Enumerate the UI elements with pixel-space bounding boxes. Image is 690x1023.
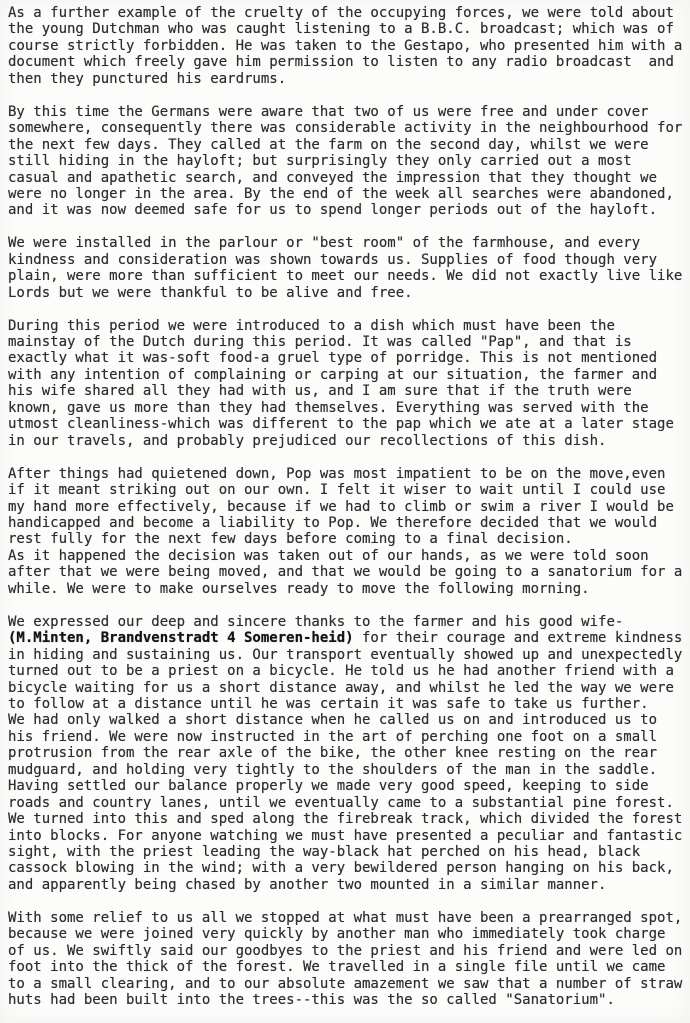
text-line [8, 976, 690, 992]
text-segment: known, gave us more than they had themselves. Everything was served with the [8, 399, 649, 416]
text-segment: his friend. We were now instructed in the art of perching one foot on a small [8, 728, 658, 745]
text-line [8, 630, 690, 646]
text-segment: roads and country lanes, until we eventually came to a substantial pine forest. [8, 794, 674, 811]
text-line [8, 235, 690, 251]
text-segment: of us. We swiftly said our goodbyes to the priest and his friend and were led on [8, 942, 683, 959]
text-segment: As a further example of the cruelty of the occupying forces, we were told about [8, 5, 674, 21]
text-segment: We expressed our deep and sincere thanks to the farmer and his good wife- [8, 613, 624, 630]
text-segment: somewhere, consequently there was considerable activity in the neighbourhood for [8, 120, 683, 137]
text-segment: document which freely gave him permission to listen to any radio broadcast and [8, 54, 674, 71]
text-line [8, 647, 690, 663]
text-line [8, 877, 690, 893]
text-segment: protrusion from the rear axle of the bike, the other knee resting on the rear [8, 745, 658, 762]
paragraph [8, 104, 690, 219]
text-segment: were no longer in the area. By the end of the week all searches were abandoned, [8, 185, 674, 202]
text-segment: course strictly forbidden. He was taken to the Gestapo, who presented him with a [8, 37, 683, 54]
text-segment: As it happened the decision was taken out of our hands, as we were told soon [8, 547, 649, 564]
text-segment: my hand more effectively, because if we had to climb or swim a river I would be [8, 498, 674, 515]
text-line [8, 745, 690, 761]
text-line [8, 680, 690, 696]
text-line [8, 400, 690, 416]
text-segment: huts had been built into the trees--this was the so called "Sanatorium". [8, 992, 615, 1009]
text-line [8, 120, 690, 136]
text-segment: then they punctured his eardrums. [8, 70, 287, 87]
text-segment: the young Dutchman who was caught listening to a B.B.C. broadcast; which was of [8, 21, 674, 38]
text-segment: utmost cleanliness-which was different to the pap which we ate at a later stage [8, 416, 674, 433]
text-line [8, 515, 690, 531]
text-line [8, 860, 690, 876]
text-line [8, 614, 690, 630]
text-line [8, 499, 690, 515]
text-line [8, 5, 690, 21]
text-line [8, 531, 690, 547]
text-line [8, 564, 690, 580]
text-line [8, 54, 690, 70]
text-segment: in hiding and sustaining us. Our transport eventually showed up and unexpectedly [8, 646, 683, 663]
text-line [8, 367, 690, 383]
text-segment: and apparently being chased by another two mounted in a similar manner. [8, 876, 607, 893]
paragraph [8, 910, 690, 1009]
text-segment: still hiding in the hayloft; but surprisingly they only carried out a most [8, 153, 632, 170]
text-line [8, 959, 690, 975]
text-line [8, 795, 690, 811]
text-line [8, 21, 690, 37]
text-segment: mudguard, and holding very tightly to the shoulders of the man in the saddle. [8, 761, 658, 778]
text-line [8, 663, 690, 679]
text-line [8, 137, 690, 153]
text-line [8, 285, 690, 301]
text-segment: foot into the thick of the forest. We travelled in a single file until we came [8, 959, 666, 976]
text-line [8, 433, 690, 449]
text-segment: in our travels, and probably prejudiced our recollections of this dish. [8, 432, 607, 449]
text-segment: if it meant striking out on our own. I felt it wiser to wait until I could use [8, 482, 666, 499]
text-line [8, 466, 690, 482]
text-line [8, 383, 690, 399]
text-segment: for their courage and extreme kindness [353, 630, 683, 647]
text-segment: to a small clearing, and to our absolute amazement we saw that a number of straw [8, 975, 683, 992]
text-segment: We were installed in the parlour or "best room" of the farmhouse, and every [8, 235, 641, 252]
text-segment: handicapped and become a liability to Pop. We therefore decided that we would [8, 514, 658, 531]
paragraph [8, 318, 690, 450]
text-line [8, 712, 690, 728]
text-line [8, 729, 690, 745]
paragraph [8, 614, 690, 894]
text-segment: kindness and consideration was shown towards us. Supplies of food though very [8, 251, 658, 268]
text-segment: After things had quietened down, Pop was most impatient to be on the move,even [8, 465, 666, 482]
text-line [8, 581, 690, 597]
text-segment: into blocks. For anyone watching we must have presented a peculiar and fantastic [8, 827, 683, 844]
text-line [8, 926, 690, 942]
text-line [8, 318, 690, 334]
text-segment: and it was now deemed safe for us to spend longer periods out of the hayloft. [8, 202, 658, 219]
text-segment: casual and apathetic search, and conveyed the impression that they thought we [8, 169, 658, 186]
text-segment: turned out to be a priest on a bicycle. He told us he had another friend with a [8, 663, 674, 680]
text-line [8, 548, 690, 564]
paragraph [8, 466, 690, 598]
text-line [8, 992, 690, 1008]
text-segment: exactly what it was-soft food-a gruel type of porridge. This is not mentioned [8, 350, 658, 367]
text-segment: Having settled our balance properly we made very good speed, keeping to side [8, 778, 649, 795]
text-line [8, 38, 690, 54]
text-segment: while. We were to make ourselves ready to move the following morning. [8, 580, 590, 597]
text-segment: With some relief to us all we stopped at what must have been a prearranged spot, [8, 909, 683, 926]
text-line [8, 943, 690, 959]
text-line [8, 844, 690, 860]
text-line [8, 910, 690, 926]
text-segment: We had only walked a short distance when he called us on and introduced us to [8, 712, 658, 729]
text-segment: because we were joined very quickly by another man who immediately took charge [8, 926, 666, 943]
text-line [8, 334, 690, 350]
text-line [8, 104, 690, 120]
text-segment: We turned into this and sped along the firebreak track, which divided the forest [8, 811, 683, 828]
text-line [8, 170, 690, 186]
text-segment: By this time the Germans were aware that two of us were free and under cover [8, 103, 649, 120]
text-line [8, 350, 690, 366]
text-line [8, 696, 690, 712]
text-line [8, 828, 690, 844]
text-segment: mainstay of the Dutch during this period. It was called "Pap", and that is [8, 334, 632, 351]
text-segment: with any intention of complaining or carping at our situation, the farmer and [8, 366, 658, 383]
text-segment: rest fully for the next few days before coming to a final decision. [8, 531, 573, 548]
text-segment: During this period we were introduced to a dish which must have been the [8, 317, 615, 334]
text-line [8, 71, 690, 87]
paragraph [8, 5, 690, 87]
paragraph [8, 235, 690, 301]
text-segment: cassock blowing in the wind; with a very bewildered person hanging on his back, [8, 860, 674, 877]
text-segment: the next few days. They called at the farm on the second day, whilst we were [8, 136, 649, 153]
text-segment: after that we were being moved, and that we would be going to a sanatorium for a [8, 564, 683, 581]
text-line [8, 186, 690, 202]
text-line [8, 811, 690, 827]
bold-text-segment: (M.Minten, Brandvenstradt 4 Someren-heid) [8, 630, 354, 647]
text-line [8, 778, 690, 794]
text-line [8, 153, 690, 169]
text-line [8, 202, 690, 218]
text-segment: plain, were more than sufficient to meet our needs. We did not exactly live like [8, 268, 683, 285]
text-segment: to follow at a distance until he was certain it was safe to take us further. [8, 695, 649, 712]
document-text [8, 5, 690, 1009]
text-segment: bicycle waiting for us a short distance away, and whilst he led the way we were [8, 679, 674, 696]
text-line [8, 416, 690, 432]
text-line [8, 482, 690, 498]
text-line [8, 252, 690, 268]
text-line [8, 762, 690, 778]
text-segment: his wife shared all they had with us, and I am sure that if the truth were [8, 383, 632, 400]
text-line [8, 268, 690, 284]
text-segment: sight, with the priest leading the way-black hat perched on his head, black [8, 844, 641, 861]
text-segment: Lords but we were thankful to be alive and free. [8, 284, 413, 301]
